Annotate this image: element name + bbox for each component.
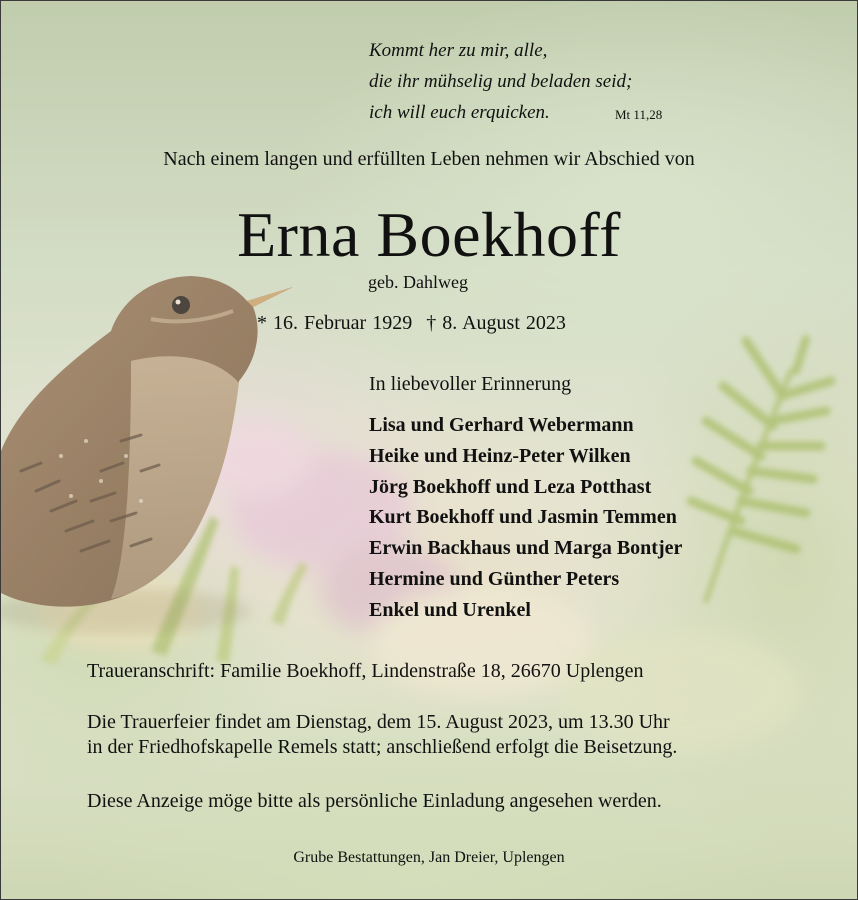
mourner-name: Jörg Boekhoff und Leza Potthast [369,475,652,498]
quote-line: Kommt her zu mir, alle, [369,40,548,61]
ceremony-line: in der Friedhofskapelle Remels statt; anschließend erfolgt die Beisetzung. [87,736,678,758]
death-date: † 8. August 2023 [426,312,566,334]
mourner-name: Erwin Backhaus und Marga Bontjer [369,537,683,560]
mourner-name: Heike und Heinz-Peter Wilken [369,444,631,467]
mourners-list [369,410,682,626]
invitation-note: Diese Anzeige möge bitte als persönliche Einladung angesehen werden. [87,790,662,812]
mourner-name: Enkel und Urenkel [369,598,531,621]
mourner-name: Lisa und Gerhard Webermann [369,414,634,436]
intro-text: Nach einem langen und erfüllten Leben nehmen wir Abschied von [163,148,695,170]
mourner-name: Kurt Boekhoff und Jasmin Temmen [369,506,677,529]
mourning-address: Traueranschrift: Familie Boekhoff, Lindenstraße 18, 26670 Uplengen [87,660,644,682]
bible-quote [369,35,632,128]
undertaker-credit: Grube Bestattungen, Jan Dreier, Uplengen [293,849,565,866]
mourner-name: Hermine und Günther Peters [369,567,620,590]
birth-name: geb. Dahlweg [368,272,468,292]
life-dates [257,312,566,335]
quote-line: ich will euch erquicken. [369,102,550,123]
quote-reference: Mt 11,28 [615,107,663,122]
deceased-name: Erna Boekhoff [237,199,621,270]
quote-line: die ihr mühselig und beladen seid; [369,71,633,92]
ceremony-line: Die Trauerfeier findet am Dienstag, dem 15. August 2023, um 13.30 Uhr [87,711,670,733]
birth-date: * 16. Februar 1929 [257,312,413,334]
ceremony-info [87,710,677,760]
memory-line: In liebevoller Erinnerung [369,373,572,395]
